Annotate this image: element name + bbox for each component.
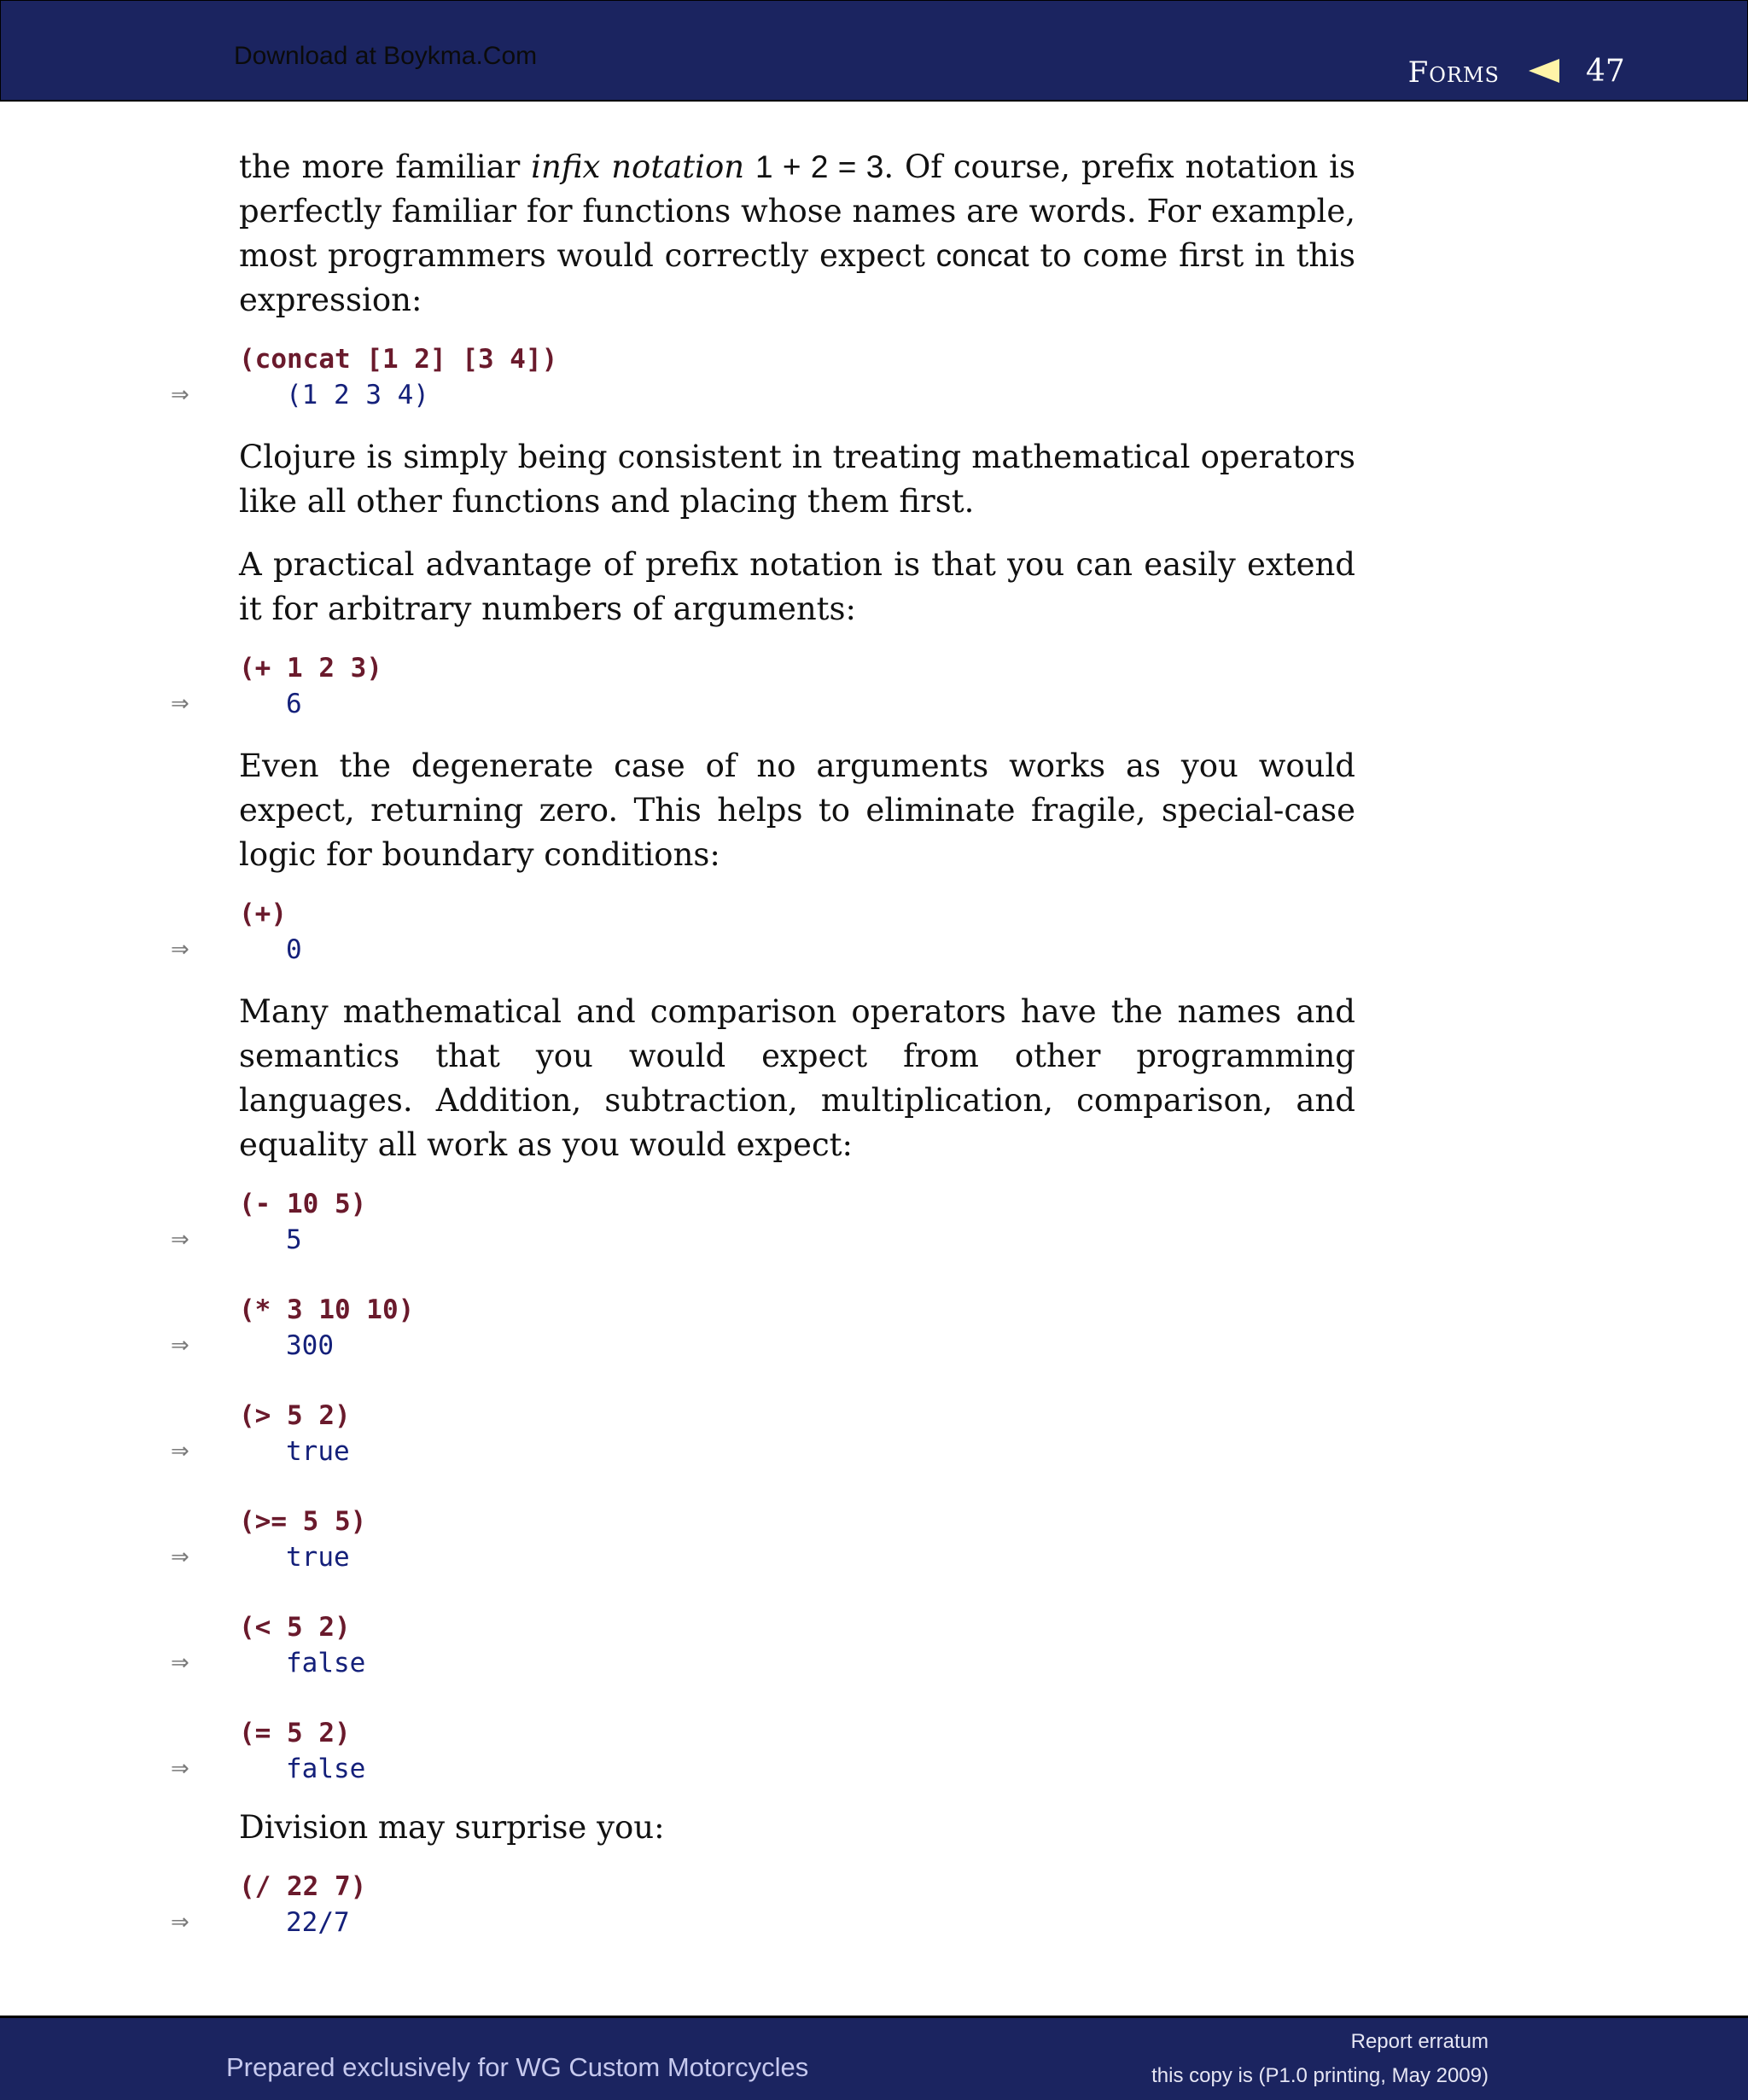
- code-example-multiplication: [171, 1292, 1355, 1364]
- paragraph-advantage: A practical advantage of prefix notation is that you can easily extend it for arbitrary numbers of arguments:: [239, 546, 1355, 627]
- report-erratum-link[interactable]: Report erratum: [1350, 2030, 1489, 2053]
- paragraph-operators: Many mathematical and comparison operators have the names and semantics that you would expect from other programming languages. Addition, subtraction, multiplication, comparison, and equality all work as you would expect:: [239, 993, 1355, 1163]
- code-input: (= 5 2): [239, 1718, 351, 1748]
- download-banner[interactable]: Download at Boykma.Com: [234, 42, 538, 70]
- result-arrow-icon: ⇒: [171, 382, 189, 408]
- result-arrow-icon: ⇒: [171, 1544, 189, 1570]
- paragraph-division: Division may surprise you:: [239, 1809, 665, 1846]
- code-output: 5: [286, 1225, 302, 1255]
- code-output: false: [286, 1754, 366, 1784]
- page-number: 47: [1586, 54, 1625, 89]
- code-example-addition: [171, 650, 1355, 722]
- code-output: true: [286, 1542, 350, 1573]
- code-example-division: [171, 1869, 1355, 1940]
- result-arrow-icon: ⇒: [171, 1227, 189, 1253]
- code-input: (+): [239, 899, 287, 929]
- paragraph-infix: the more familiar infix notation 1 + 2 = 3. Of course, prefix notation is perfectly familiar for functions whose names are words. For example, most programmers would correctly expect concat to come first in this expression:: [239, 148, 1355, 318]
- result-arrow-icon: ⇒: [171, 1910, 189, 1935]
- code-input: (+ 1 2 3): [239, 653, 382, 684]
- result-arrow-icon: ⇒: [171, 1439, 189, 1464]
- code-example-less: [171, 1609, 1355, 1681]
- code-output: 0: [286, 934, 302, 965]
- result-arrow-icon: ⇒: [171, 1333, 189, 1358]
- code-input: (concat [1 2] [3 4]): [239, 344, 558, 375]
- code-output: (1 2 3 4): [286, 380, 429, 410]
- code-input: (- 10 5): [239, 1189, 367, 1219]
- prepared-for-notice: Prepared exclusively for WG Custom Motorcycles: [226, 2052, 809, 2082]
- code-input: (< 5 2): [239, 1612, 351, 1643]
- code-input: (> 5 2): [239, 1400, 351, 1431]
- inline-code-concat: concat: [935, 238, 1029, 273]
- paragraph-degenerate: Even the degenerate case of no arguments works as you would expect, returning zero. This helps to eliminate fragile, special-case logic for boundary conditions:: [239, 748, 1355, 873]
- code-example-empty-sum: [171, 896, 1355, 968]
- page-header: [0, 0, 1748, 102]
- code-example-equal: [171, 1715, 1355, 1787]
- code-output: 6: [286, 689, 302, 719]
- code-output: 300: [286, 1330, 334, 1361]
- code-output: 22/7: [286, 1907, 350, 1938]
- code-output: true: [286, 1436, 350, 1467]
- page-body: [171, 145, 1355, 1940]
- back-arrow-icon[interactable]: [1529, 59, 1559, 83]
- paragraph-consistent: Clojure is simply being consistent in treating mathematical operators like all other functions and placing them first.: [239, 439, 1355, 520]
- result-arrow-icon: ⇒: [171, 691, 189, 717]
- printing-info: this copy is (P1.0 printing, May 2009): [1151, 2064, 1489, 2087]
- code-example-concat: [171, 341, 1355, 413]
- code-example-greater-equal: [171, 1504, 1355, 1575]
- result-arrow-icon: ⇒: [171, 937, 189, 963]
- code-example-subtraction: [171, 1186, 1355, 1258]
- code-example-greater: [171, 1398, 1355, 1469]
- code-input: (>= 5 5): [239, 1506, 367, 1537]
- page-footer: [0, 2016, 1748, 2100]
- result-arrow-icon: ⇒: [171, 1756, 189, 1782]
- code-input: (* 3 10 10): [239, 1294, 415, 1325]
- code-input: (/ 22 7): [239, 1871, 367, 1902]
- result-arrow-icon: ⇒: [171, 1650, 189, 1676]
- code-output: false: [286, 1648, 366, 1678]
- section-title: Forms: [1407, 55, 1500, 90]
